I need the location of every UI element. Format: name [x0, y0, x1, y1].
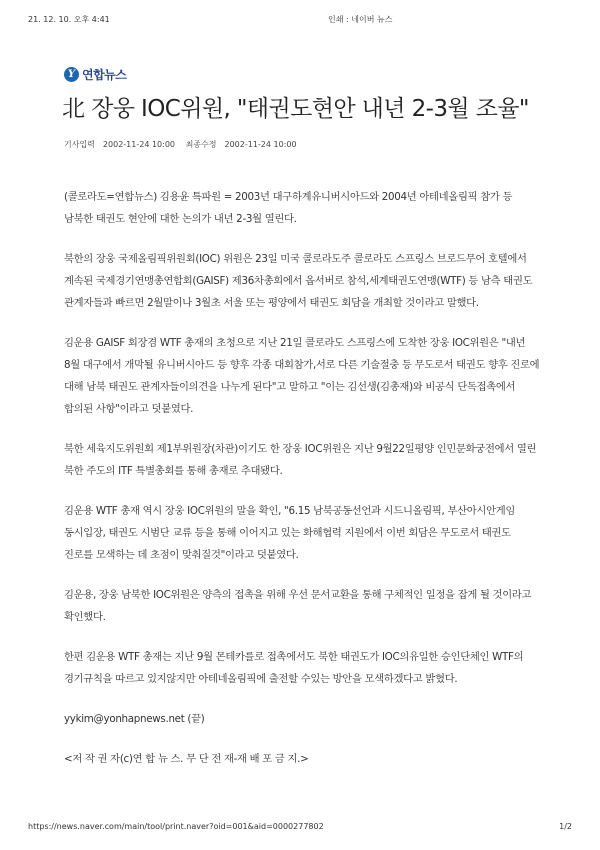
print-footer: [28, 822, 572, 834]
print-header: [28, 14, 572, 26]
yonhap-logo-icon: Y: [64, 67, 79, 82]
article-paragraph: 김운용 WTF 총재 역시 장웅 IOC위원의 말을 확인, "6.15 남북공동선언과 시드니올림픽, 부산아시안게임 동시입장, 태권도 시범단 교류 등을 통해 이어지고 있는 화해협력 지원에서 이번 회담은 무도로서 태권도 진로를 모색하는 데 초점이 맞춰질것"이라고 덧붙였다.: [64, 505, 516, 561]
author-email: yykim@yonhapnews.net (끝): [64, 713, 205, 725]
page-number: 1/2: [559, 822, 572, 831]
article-headline: 北 장웅 IOC위원, "태권도현안 내년 2-3월 조율": [62, 96, 529, 122]
article-paragraph: 김운용 GAISF 회장겸 WTF 총재의 초청으로 지난 21일 콜로라도 스프링스에 도착한 장웅 IOC위원은 "내년 8월 대구에서 개막될 유니버시아드 등 향후 각종 대회참가,서로 다른 기술절충 등 무도로서 태권도 향후 진로에 대해 남북 태권도 관계자들이의견을 나누게 된다"고 말하고 "이는 김선생(김총재)와 비공식 단독접촉에서 합의된 사항"이라고 덧붙였다.: [64, 337, 540, 415]
yonhap-logo: [64, 66, 126, 83]
modified-time: 2002-11-24 10:00: [224, 140, 297, 149]
print-url: https://news.naver.com/main/tool/print.naver?oid=001&aid=0000277802: [28, 822, 324, 831]
article-body: [64, 186, 540, 788]
article-paragraph: 한편 김운용 WTF 총재는 지난 9월 몬테카를로 접촉에서도 북한 태권도가 IOC의유일한 승인단체인 WTF의 경기규칙을 따르고 있지않지만 아테네올림픽에 출전할 수있는 방안을 모색하겠다고 밝혔다.: [64, 651, 524, 685]
yonhap-logo-text: 연합뉴스: [82, 68, 127, 82]
input-label: 기사입력: [64, 140, 95, 149]
copyright-notice: <저 작 권 자(c)연 합 뉴 스. 무 단 전 재-재 배 포 금 지.>: [64, 753, 309, 765]
article-paragraph: 북한의 장웅 국제올림픽위원회(IOC) 위원은 23일 미국 콜로라도주 콜로라도 스프링스 브로드무어 호텔에서 계속된 국제경기연맹총연합회(GAISF) 제36차총회에서 옵서버로 참석,세계태권도연맹(WTF) 등 남측 태권도 관계자들과 빠르면 2월말이나 3월초 서울 또는 평양에서 태권도 회담을 개최할 것이라고 말했다.: [64, 253, 533, 309]
modified-label: 최종수정: [185, 140, 217, 149]
print-page-title: 인쇄 : 네이버 뉴스: [328, 15, 393, 24]
article-paragraph: 북한 세육지도위원회 제1부위원장(차관)이기도 한 장웅 IOC위원은 지난 9월22일평양 인민문화궁전에서 열린 북한 주도의 ITF 특별총회를 통해 총재로 추대됐다.: [64, 443, 537, 477]
input-time: 2002-11-24 10:00: [102, 140, 176, 149]
article-paragraph: 김운용, 장웅 남북한 IOC위원은 양측의 접촉을 위해 우선 문서교환을 통해 구체적인 일정을 잡게 될 것이라고 확인했다.: [64, 589, 532, 623]
article-paragraph: (콜로라도=연합뉴스) 김용윤 특파원 = 2003년 대구하계유니버시아드와 2004년 아테네올림픽 참가 등 남북한 태권도 현안에 대한 논의가 내년 2-3월 열린다.: [64, 191, 513, 225]
article-meta: [64, 139, 305, 150]
print-datetime: 21. 12. 10. 오후 4:41: [28, 15, 110, 24]
